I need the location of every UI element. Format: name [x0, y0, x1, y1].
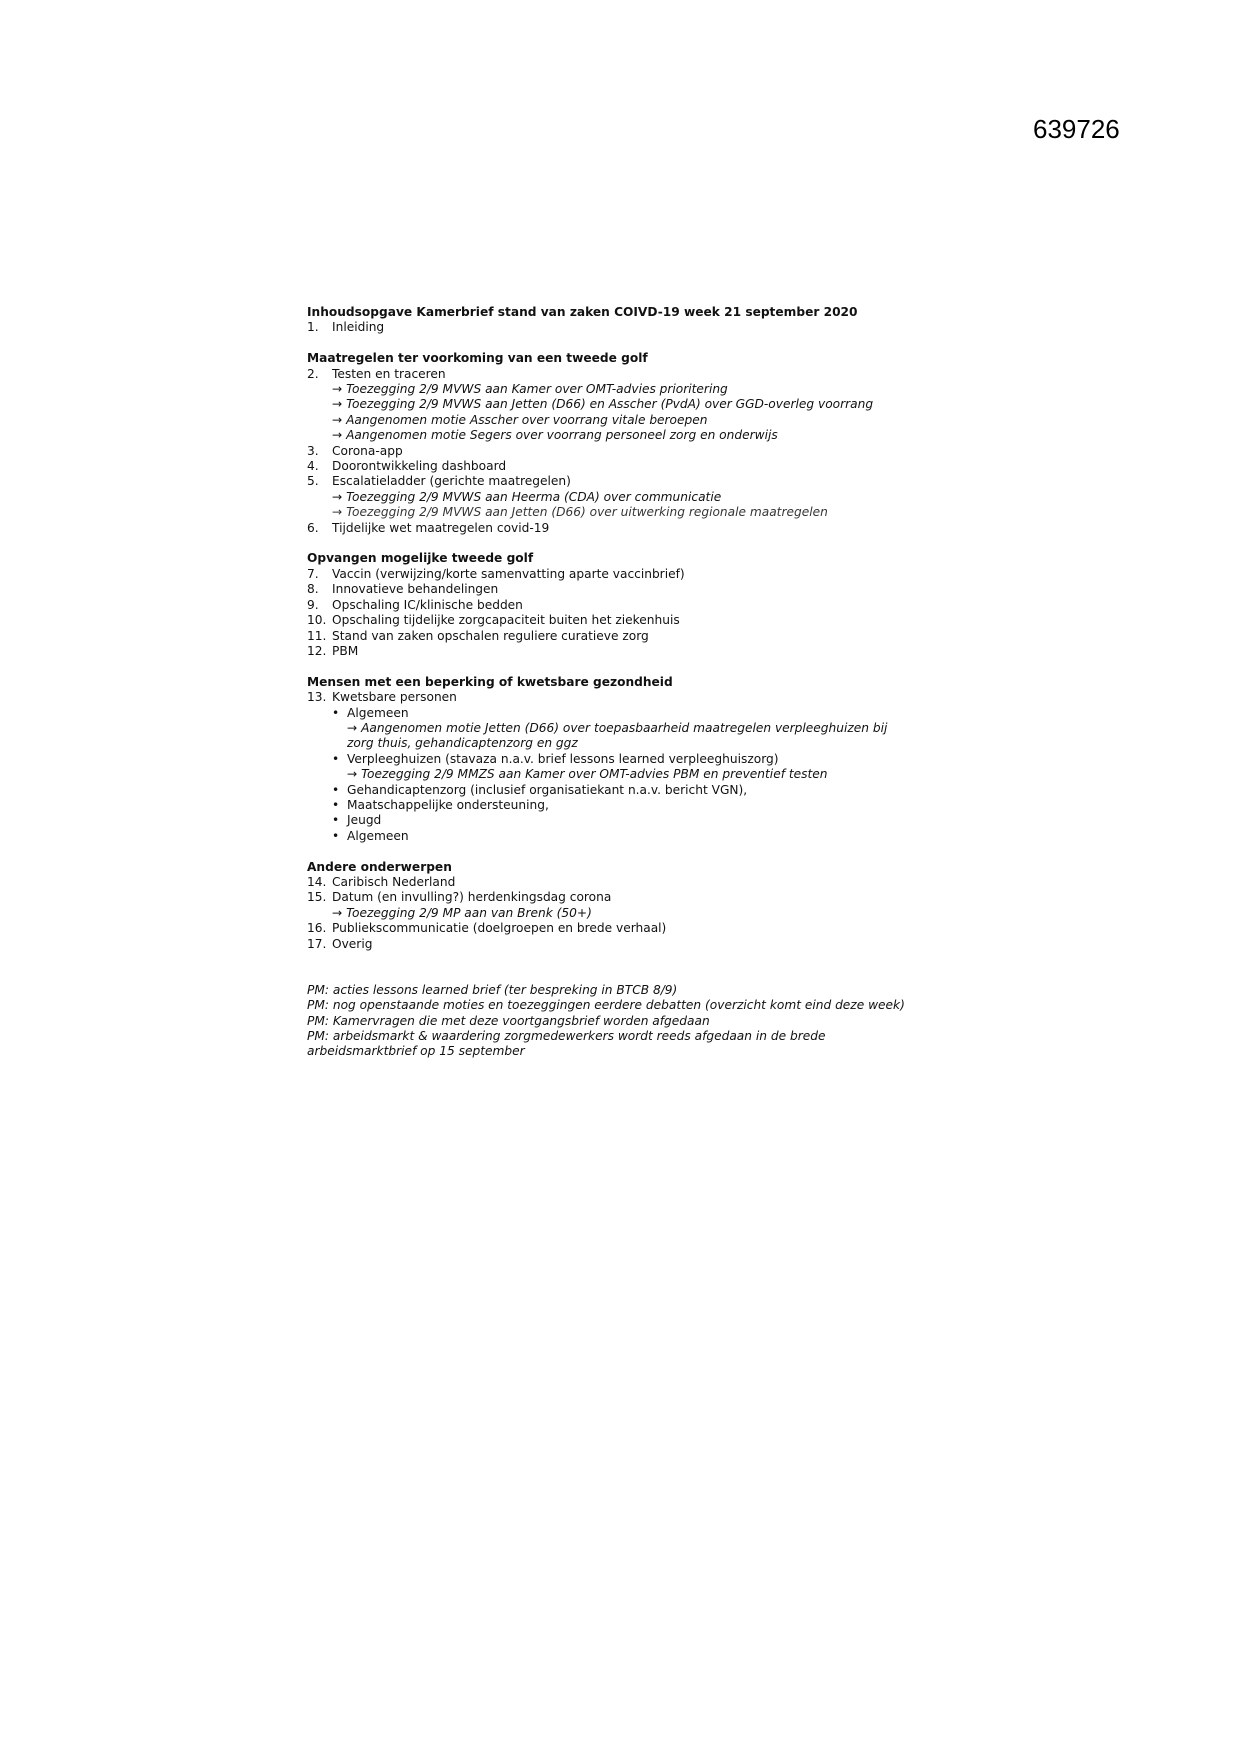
item-number: 9. [307, 597, 319, 612]
item-label: Testen en traceren [332, 366, 446, 381]
bullet-item [307, 706, 947, 721]
bullet-label: Algemeen [347, 828, 409, 843]
list-item-11 [307, 629, 947, 644]
document-title: Inhoudsopgave Kamerbrief stand van zaken COIVD-19 week 21 september 2020 [307, 305, 858, 319]
list-item-6 [307, 521, 947, 536]
document-body [307, 305, 947, 1060]
pm-note: PM: arbeidsmarkt & waardering zorgmedewerkers wordt reeds afgedaan in de brede [307, 1029, 826, 1043]
item-number: 6. [307, 520, 319, 535]
item-label: Tijdelijke wet maatregelen covid-19 [332, 520, 550, 535]
bullet-item [307, 813, 947, 828]
bullet-icon: • [332, 797, 340, 812]
item-number: 5. [307, 474, 319, 489]
list-item-10 [307, 613, 947, 628]
item-number: 13. [307, 690, 327, 705]
section-heading-opvangen: Opvangen mogelijke tweede golf [307, 551, 534, 566]
bullet-icon: • [332, 782, 340, 797]
bullet-item [307, 752, 947, 767]
bullet-label: Maatschappelijke ondersteuning, [347, 797, 549, 812]
pm-note-continuation: arbeidsmarktbrief op 15 september [307, 1044, 525, 1059]
item-label: Innovatieve behandelingen [332, 582, 499, 597]
bullet-icon: • [332, 828, 340, 843]
item-label: Inleiding [332, 320, 385, 335]
list-item-8 [307, 582, 947, 597]
list-item-15 [307, 890, 947, 905]
item-label: Overig [332, 936, 373, 951]
item-number: 7. [307, 566, 319, 581]
bullet-item [307, 783, 947, 798]
item-label: Publiekscommunicatie (doelgroepen en brede verhaal) [332, 921, 667, 936]
item-number: 4. [307, 459, 319, 474]
item-number: 1. [307, 320, 319, 335]
list-item-4 [307, 459, 947, 474]
item-label: Opschaling tijdelijke zorgcapaciteit buiten het ziekenhuis [332, 613, 680, 628]
item-number: 14. [307, 874, 327, 889]
item-number: 12. [307, 643, 327, 658]
item-number: 16. [307, 921, 327, 936]
item-number: 17. [307, 936, 327, 951]
sub-item: → Toezegging 2/9 MMZS aan Kamer over OMT-advies PBM en preventief testen [347, 767, 828, 782]
list-item-2 [307, 367, 947, 382]
item-number: 3. [307, 443, 319, 458]
bullet-label: Algemeen [347, 705, 409, 720]
item-label: Caribisch Nederland [332, 874, 456, 889]
item-number: 15. [307, 890, 327, 905]
bullet-icon: • [332, 751, 340, 766]
list-item-7 [307, 567, 947, 582]
list-item-14 [307, 875, 947, 890]
section-heading-mensen: Mensen met een beperking of kwetsbare gezondheid [307, 674, 673, 689]
pm-note: PM: Kamervragen die met deze voortgangsbrief worden afgedaan [307, 1013, 710, 1028]
bullet-item [307, 829, 947, 844]
list-item-17 [307, 937, 947, 952]
sub-item: → Toezegging 2/9 MP aan van Brenk (50+) [332, 905, 592, 920]
bullet-label: Verpleeghuizen (stavaza n.a.v. brief lessons learned verpleeghuiszorg) [347, 751, 779, 766]
item-label: Corona-app [332, 443, 403, 458]
sub-item: → Toezegging 2/9 MVWS aan Jetten (D66) over uitwerking regionale maatregelen [332, 505, 828, 520]
bullet-label: Gehandicaptenzorg (inclusief organisatiekant n.a.v. bericht VGN), [347, 782, 748, 797]
item-number: 2. [307, 366, 319, 381]
list-item-12 [307, 644, 947, 659]
item-label: Vaccin (verwijzing/korte samenvatting aparte vaccinbrief) [332, 566, 685, 581]
list-item-9 [307, 598, 947, 613]
bullet-label: Jeugd [347, 813, 382, 828]
list-item-1 [307, 320, 947, 335]
section-heading-maatregelen: Maatregelen ter voorkoming van een tweede golf [307, 351, 648, 366]
section-heading-andere: Andere onderwerpen [307, 859, 452, 874]
bullet-item [307, 798, 947, 813]
document-number: 639726 [1033, 114, 1120, 144]
item-label: Kwetsbare personen [332, 690, 457, 705]
item-label: Datum (en invulling?) herdenkingsdag corona [332, 890, 612, 905]
item-label: Doorontwikkeling dashboard [332, 459, 507, 474]
list-item-16 [307, 921, 947, 936]
item-label: Escalatieladder (gerichte maatregelen) [332, 474, 571, 489]
list-item-3 [307, 444, 947, 459]
item-number: 10. [307, 613, 327, 628]
pm-note: PM: nog openstaande moties en toezeggingen eerdere debatten (overzicht komt eind deze week) [307, 998, 905, 1013]
sub-item: → Aangenomen motie Jetten (D66) over toepasbaarheid maatregelen verpleeghuizen bij [347, 720, 888, 735]
sub-item: → Toezegging 2/9 MVWS aan Jetten (D66) en Asscher (PvdA) over GGD-overleg voorrang [332, 397, 874, 412]
item-number: 8. [307, 582, 319, 597]
item-label: Opschaling IC/klinische bedden [332, 597, 523, 612]
sub-item: → Aangenomen motie Segers over voorrang personeel zorg en onderwijs [332, 428, 778, 443]
bullet-icon: • [332, 813, 340, 828]
sub-item: → Toezegging 2/9 MVWS aan Heerma (CDA) over communicatie [332, 489, 722, 504]
sub-item: → Toezegging 2/9 MVWS aan Kamer over OMT-advies prioritering [332, 382, 728, 397]
sub-item-continuation: zorg thuis, gehandicaptenzorg en ggz [347, 736, 578, 751]
sub-item: → Aangenomen motie Asscher over voorrang vitale beroepen [332, 412, 708, 427]
list-item-5 [307, 474, 947, 489]
item-number: 11. [307, 628, 327, 643]
item-label: Stand van zaken opschalen reguliere curatieve zorg [332, 628, 649, 643]
pm-note: PM: acties lessons learned brief (ter bespreking in BTCB 8/9) [307, 982, 678, 997]
item-label: PBM [332, 643, 359, 658]
bullet-icon: • [332, 705, 340, 720]
list-item-13 [307, 690, 947, 705]
